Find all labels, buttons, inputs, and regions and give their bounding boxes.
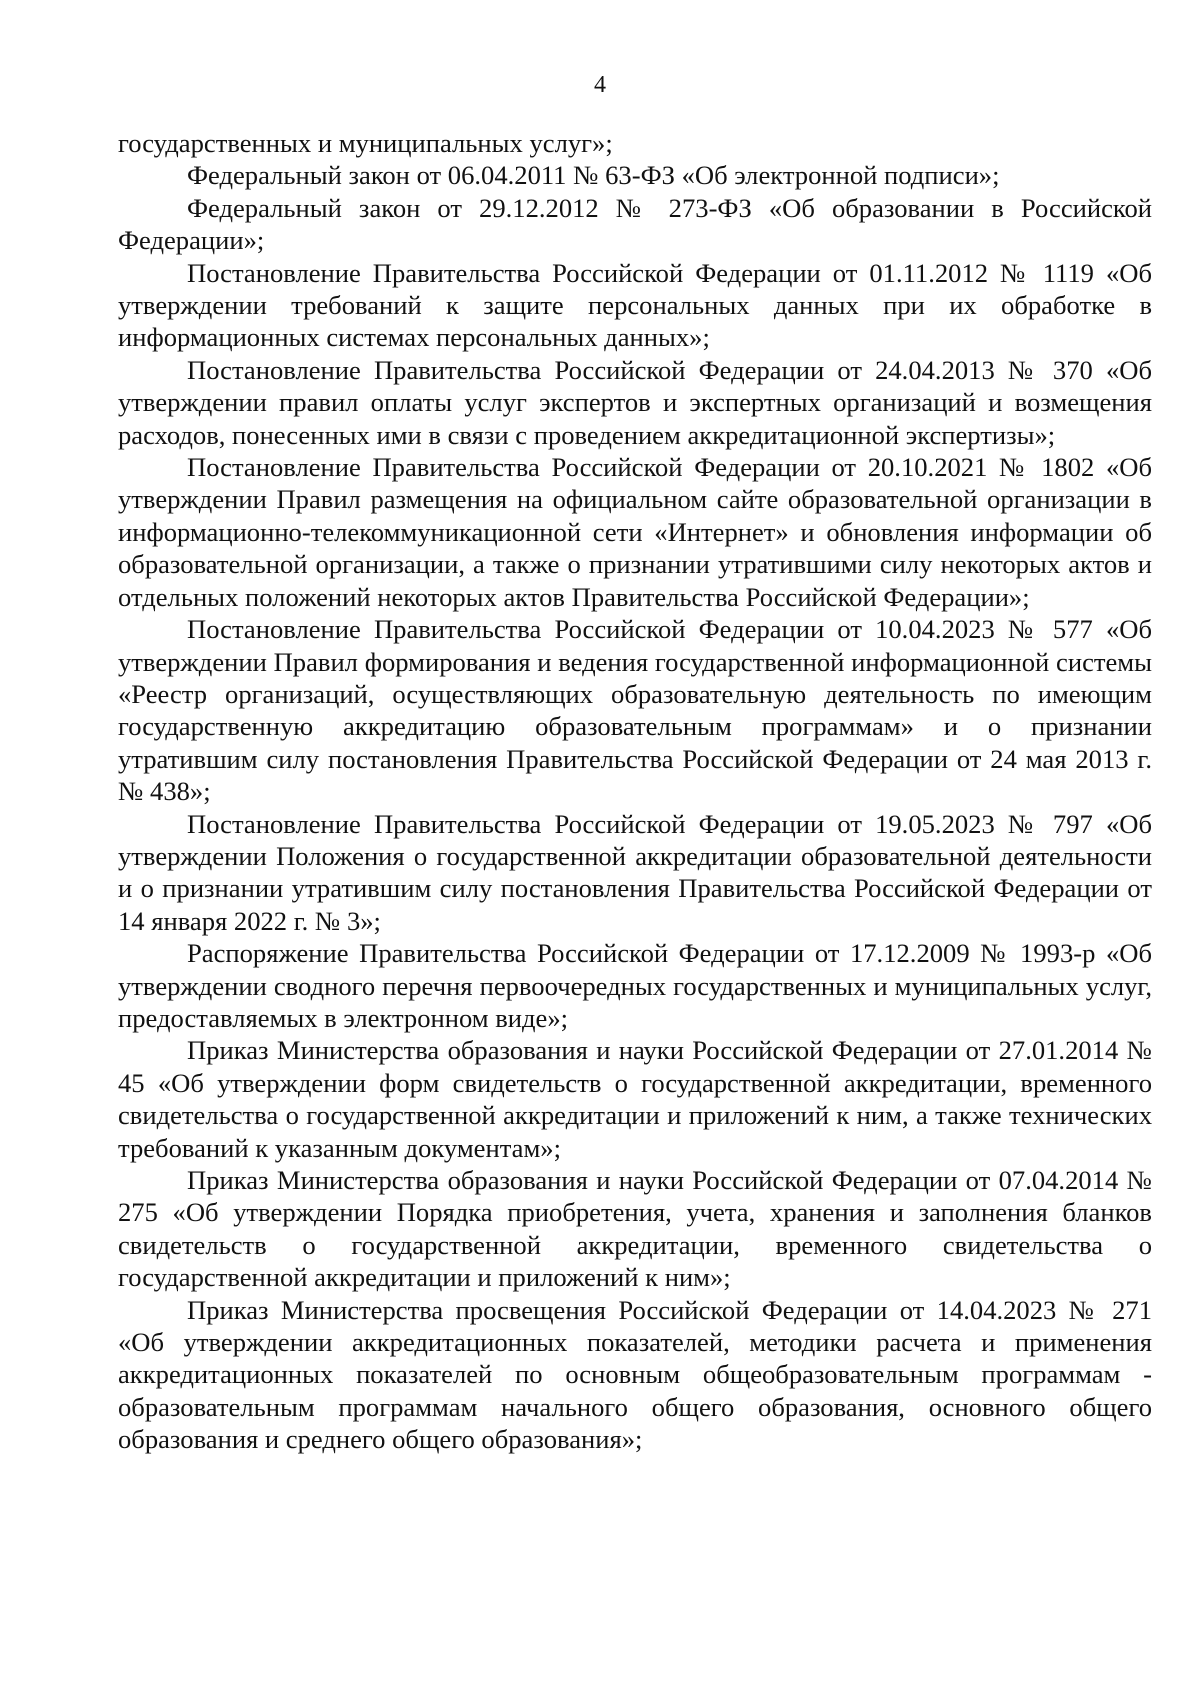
paragraph-order-45: Приказ Министерства образования и науки Российской Федерации от 27.01.2014 № 45 «Об утверждении форм свидетельств о государственной аккредитации, временного свидетельства о государственной аккредитации и приложений к ним, а также технических требований к указанным документам»; [118,1035,1152,1163]
document-body [118,127,1152,1456]
paragraph-resolution-1119: Постановление Правительства Российской Федерации от 01.11.2012 № 1119 «Об утверждении требований к защите персональных данных при их обработке в информационных системах персональных данных»; [118,257,1152,353]
paragraph-continuation: государственных и муниципальных услуг»; [118,128,613,158]
paragraph-federal-law-273: Федеральный закон от 29.12.2012 № 273-ФЗ «Об образовании в Российской Федерации»; [118,192,1152,256]
page-number: 4 [594,72,606,98]
paragraph-resolution-1802: Постановление Правительства Российской Федерации от 20.10.2021 № 1802 «Об утверждении Правил размещения на официальном сайте образовательной организации в информационно-телекоммуникационной сети «Интернет» и обновления информации об образовательной организации, а также о признании утратившими силу некоторых актов и отдельных положений некоторых актов Правительства Российской Федерации»; [118,452,1152,612]
paragraph-resolution-370: Постановление Правительства Российской Федерации от 24.04.2013 № 370 «Об утверждении правил оплаты услуг экспертов и экспертных организаций и возмещения расходов, понесенных ими в связи с проведением аккредитационной экспертизы»; [118,354,1152,450]
paragraph-order-1993-r: Распоряжение Правительства Российской Федерации от 17.12.2009 № 1993-р «Об утверждении сводного перечня первоочередных государственных и муниципальных услуг, предоставляемых в электронном виде»; [118,938,1152,1033]
paragraph-order-271: Приказ Министерства просвещения Российской Федерации от 14.04.2023 № 271 «Об утверждении аккредитационных показателей, методики расчета и применения аккредитационных показателей по основным общеобразовательным программам - образовательным программам начального общего образования, основного общего образования и среднего общего образования»; [118,1294,1152,1455]
paragraph-resolution-577: Постановление Правительства Российской Федерации от 10.04.2023 № 577 «Об утверждении Правил формирования и ведения государственной информационной системы «Реестр организаций, осуществляющих образовательную деятельность по имеющим государственную аккредитацию образовательным программам» и о признании утратившим силу постановления Правительства Российской Федерации от 24 мая 2013 г. № 438»; [118,614,1152,807]
paragraph-resolution-797: Постановление Правительства Российской Федерации от 19.05.2023 № 797 «Об утверждении Положения о государственной аккредитации образовательной деятельности и о признании утратившим силу постановления Правительства Российской Федерации от 14 января 2022 г. № 3»; [118,808,1152,936]
paragraph-order-275: Приказ Министерства образования и науки Российской Федерации от 07.04.2014 № 275 «Об утверждении Порядка приобретения, учета, хранения и заполнения бланков свидетельств о государственной аккредитации, временного свидетельства о государственной аккредитации и приложений к ним»; [118,1165,1152,1293]
paragraph-federal-law-63: Федеральный закон от 06.04.2011 № 63-ФЗ «Об электронной подписи»; [187,160,1000,191]
